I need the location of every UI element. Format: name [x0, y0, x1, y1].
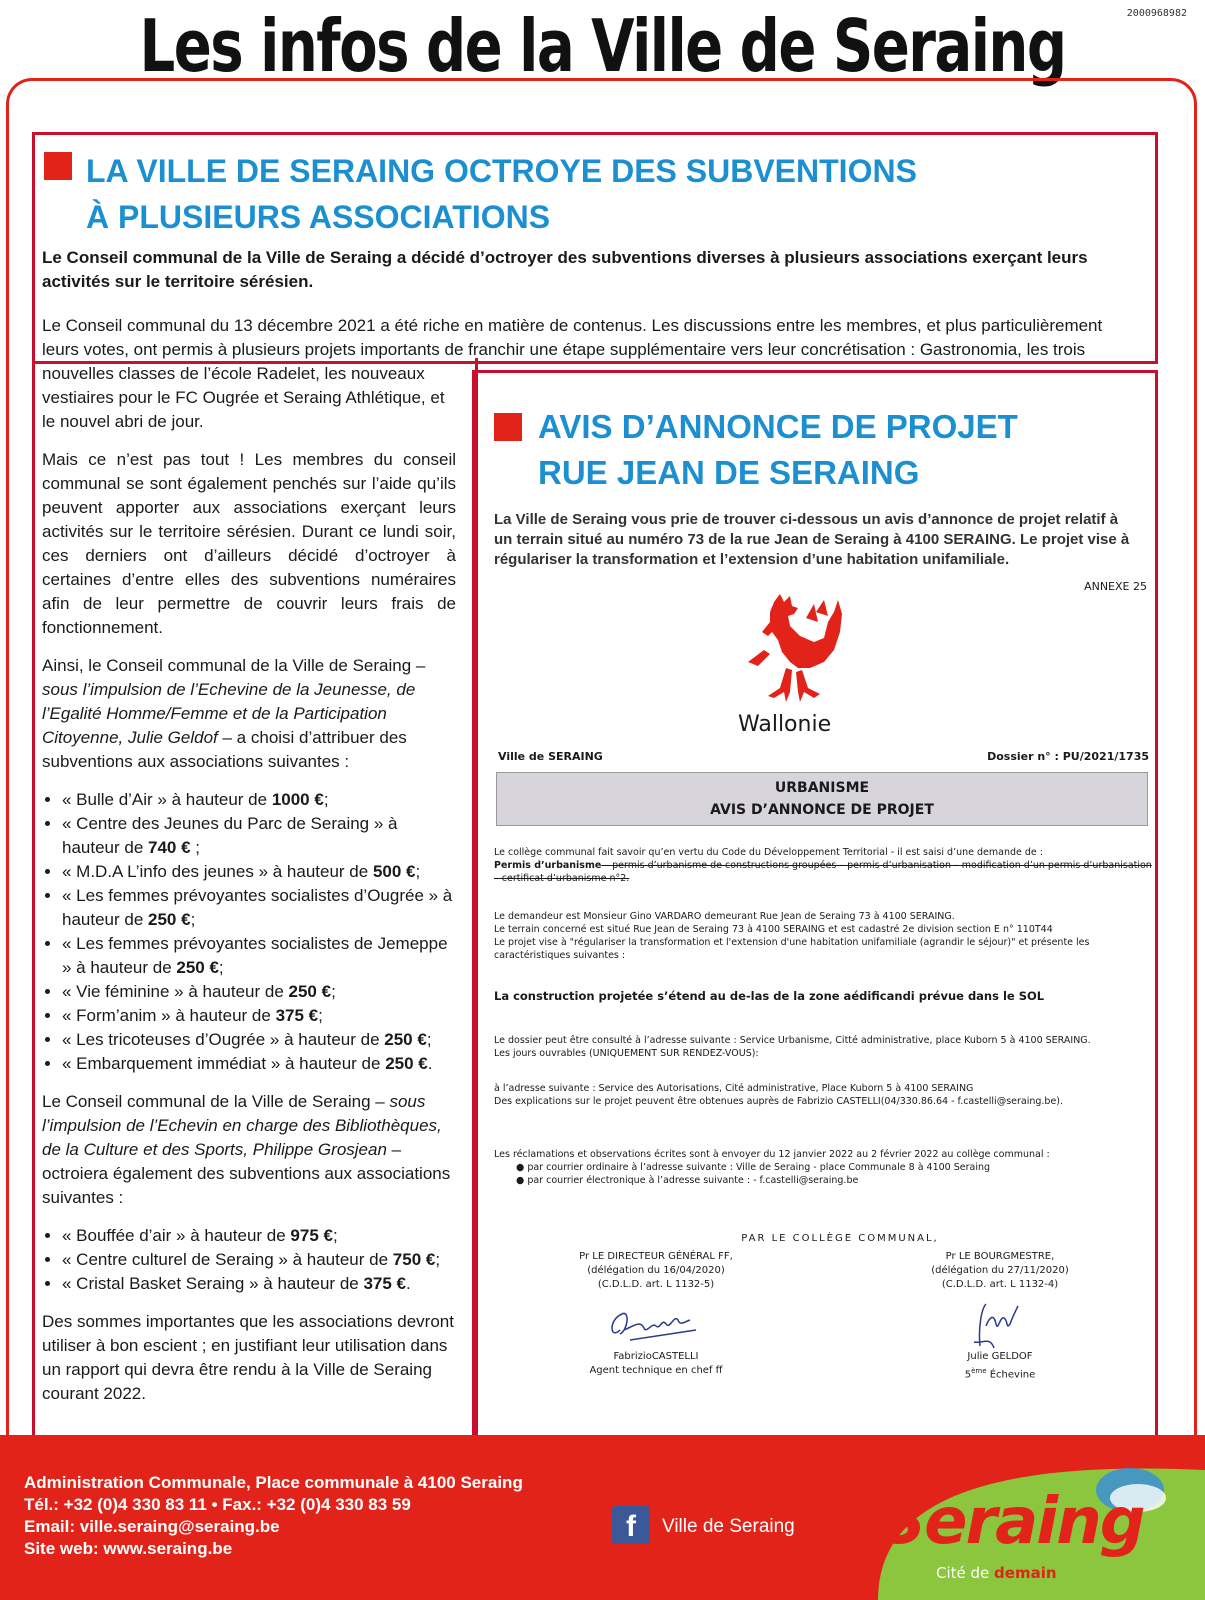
notice-characteristics: La construction projetée s’étend au de-las de la zone aédificandi prévue dans le SOL [494, 989, 1045, 1003]
subsidy-list-item: • « Les femmes prévoyantes socialistes de Jemeppe » à hauteur de 250 €; [62, 932, 456, 980]
document-reference: 2000968982 [1126, 8, 1187, 19]
college-signoff: PAR LE COLLÈGE COMMUNAL, [741, 1233, 939, 1244]
subsidy-list-item: • « Vie féminine » à hauteur de 250 €; [62, 980, 456, 1004]
seraing-logo [838, 1440, 1205, 1600]
footer-phone: Tél.: +32 (0)4 330 83 11 • Fax.: +32 (0)4 330 83 59 [24, 1495, 411, 1514]
subsidy-list-item: • « Centre des Jeunes du Parc de Seraing » à hauteur de 740 € ; [62, 812, 456, 860]
claims-mail: ● par courrier ordinaire à l’adresse suivante : Ville de Seraing - place Communale 8 à 4100 Seraing [516, 1162, 991, 1173]
article1-title: LA VILLE DE SERAING OCTROYE DES SUBVENTIONS À PLUSIEURS ASSOCIATIONS [86, 153, 917, 235]
article1-intro-cont: nouvelles classes de l’école Radelet, les nouveaux vestiaires pour le FC Ougrée et Seraing Athlétique, et le nouvel abri de jour. [42, 364, 445, 431]
subsidy-list-item: • « Bulle d’Air » à hauteur de 1000 €; [62, 788, 456, 812]
subsidy-list-item: • « Les tricoteuses d’Ougrée » à hauteur de 250 €; [62, 1028, 456, 1052]
signature-geldof-icon [960, 1296, 1040, 1356]
signature-block-right: Pr LE BOURGMESTRE, (délégation du 27/11/2020) (C.D.L.D. art. L 1132-4) Julie GELDOF 5ème Échevine [900, 1250, 1100, 1382]
article1-column [42, 362, 456, 1406]
subsidy-list-item: • « Bouffée d’air » à hauteur de 975 €; [62, 1224, 456, 1248]
footer-email[interactable]: Email: ville.seraing@seraing.be [24, 1517, 280, 1536]
logo-tagline: Cité de demain [936, 1564, 1057, 1582]
article1-intro: Le Conseil communal du 13 décembre 2021 a été riche en matière de contenus. Les discussions entre les membres, et plus particulièrement leurs votes, ont permis à plusieurs projets importants de franchir une étape supplémentaire vers leur concrétisation : Gastronomia, les trois [42, 316, 1103, 359]
subsidy-list-item: • « Les femmes prévoyantes socialistes d’Ougrée » à hauteur de 250 €; [62, 884, 456, 932]
logo-word: Seraing [880, 1485, 1144, 1559]
article1-para5: Des sommes importantes que les associations devront utiliser à bon escient ; en justifiant leur utilisation dans un rapport qui devra être rendu à la Ville de Seraing courant 2022. [42, 1312, 454, 1403]
subsidy-list-2 [42, 1224, 456, 1296]
claims-email: ● par courrier électronique à l’adresse suivante : - f.castelli@seraing.be [516, 1175, 859, 1186]
article1-para3: Ainsi, le Conseil communal de la Ville de Seraing – sous l’impulsion de l’Echevine de la Jeunesse, de l’Egalité Homme/Femme et de la Participation Citoyenne, Julie Geldof – a choisi d’attribuer des subventions aux associations suivantes : [42, 656, 426, 771]
notice-consultation: Le dossier peut être consulté à l’adresse suivante : Service Urbanisme, Citté administrative, place Kuborn 5 à 4100 SERAING. Les jours ouvrables (UNIQUEMENT SUR RENDEZ-VOUS): [494, 1035, 1091, 1059]
notice-request-type: Le collège communal fait savoir qu’en vertu du Code du Développement Territorial - il est saisi d’une demande de : Permis d’urbanisme – permis d’urbanisme de constructions groupées – permis d’urbanisation – modification d’un permis d’urbanisation – certificat d’urbanisme n°2. [494, 847, 1152, 884]
subsidy-list-item: • « Embarquement immédiat » à hauteur de 250 €. [62, 1052, 456, 1076]
subsidy-list-item: • « Cristal Basket Seraing » à hauteur de 375 €. [62, 1272, 456, 1296]
region-label: Wallonie [738, 712, 832, 737]
article1-bullet-square [44, 152, 72, 180]
notice-applicant: Le demandeur est Monsieur Gino VARDARO demeurant Rue Jean de Seraing 73 à 4100 SERAING. Le terrain concerné est situé Rue Jean de Seraing 73 à 4100 SERAING et est cadastré 2e division section E n° 110T44 Le projet vise à "régulariser la transformation et l'extension d'une habitation unifamiliale (agrandir le séjour)" et présente les caractéristiques suivantes : [494, 911, 1090, 961]
article1-lead: Le Conseil communal de la Ville de Seraing a décidé d’octroyer des subventions diverses à plusieurs associations exerçant leurs activités sur le territoire sérésien. [42, 248, 1088, 291]
masthead-title: Les infos de la Ville de Seraing [139, 4, 1066, 88]
annexe-label: ANNEXE 25 [1084, 580, 1147, 593]
subsidy-list-item: • « M.D.A L’info des jeunes » à hauteur de 500 €; [62, 860, 456, 884]
facebook-page-link[interactable]: Ville de Seraing [662, 1516, 795, 1537]
notice-explanations: à l’adresse suivante : Service des Autorisations, Cité administrative, Place Kuborn 5 à 4100 SERAING Des explications sur le projet peuvent être obtenues auprès de Fabrizio CASTELLI(04/330.86.64 - f.castelli@seraing.be). [494, 1083, 1064, 1107]
subsidy-list-item: • « Centre culturel de Seraing » à hauteur de 750 €; [62, 1248, 456, 1272]
dossier-number: Dossier n° : PU/2021/1735 [987, 750, 1149, 763]
facebook-icon[interactable]: f [612, 1506, 650, 1544]
article1-para4: Le Conseil communal de la Ville de Seraing – sous l’impulsion de l’Echevin en charge des Bibliothèques, de la Culture et des Sports, Philippe Grosjean – octroiera également des subventions aux associations suivantes : [42, 1092, 451, 1207]
footer-website[interactable]: Site web: www.seraing.be [24, 1539, 233, 1558]
subsidy-list-1 [42, 788, 456, 1076]
article2-bullet-square [494, 413, 522, 441]
ville-label: Ville de SERAING [498, 750, 603, 763]
signature-block-left: Pr LE DIRECTEUR GÉNÉRAL FF, (délégation du 16/04/2020) (C.D.L.D. art. L 1132-5) FabrizioCASTELLI Agent technique en chef ff [579, 1251, 733, 1376]
wallonia-rooster-icon [728, 592, 848, 710]
article2-lead: La Ville de Seraing vous prie de trouver ci-dessous un avis d’annonce de projet relatif à un terrain situé au numéro 73 de la rue Jean de Seraing à 4100 SERAING. Le projet vise à régulariser la transformation et l’extension d’une habitation unifamiliale. [494, 511, 1130, 568]
footer-address: Administration Communale, Place communale à 4100 Seraing [24, 1473, 523, 1492]
notice-claims: Les réclamations et observations écrites sont à envoyer du 12 janvier 2022 au 2 février 2022 au collège communal : ● par courrier ordinaire à l’adresse suivante : Ville de Seraing - place Communale 8 à 4100 Seraing ● par courrier électronique à l’adresse suivante : - f.castelli@seraing.be [494, 1148, 1154, 1187]
article2-title: AVIS D’ANNONCE DE PROJET RUE JEAN DE SERAING [538, 408, 1018, 491]
echevine-label: 5ème Échevine [964, 1367, 1036, 1381]
article1-para2: Mais ce n’est pas tout ! Les membres du conseil communal se sont également penchés sur l’aide qu’ils peuvent apporter aux associations exerçant leurs activités sur le territoire sérésien. Durant ce lundi soir, ces derniers ont d’ailleurs décidé d’octroyer à certaines d’entre elles des subventions numéraires afin de leur permettre de couvrir leurs frais de fonctionnement. [42, 450, 456, 637]
urbanisme-header-box: URBANISME AVIS D’ANNONCE DE PROJET [496, 772, 1148, 826]
subsidy-list-item: • « Form’anim » à hauteur de 375 €; [62, 1004, 456, 1028]
signature-castelli-icon [600, 1300, 710, 1350]
